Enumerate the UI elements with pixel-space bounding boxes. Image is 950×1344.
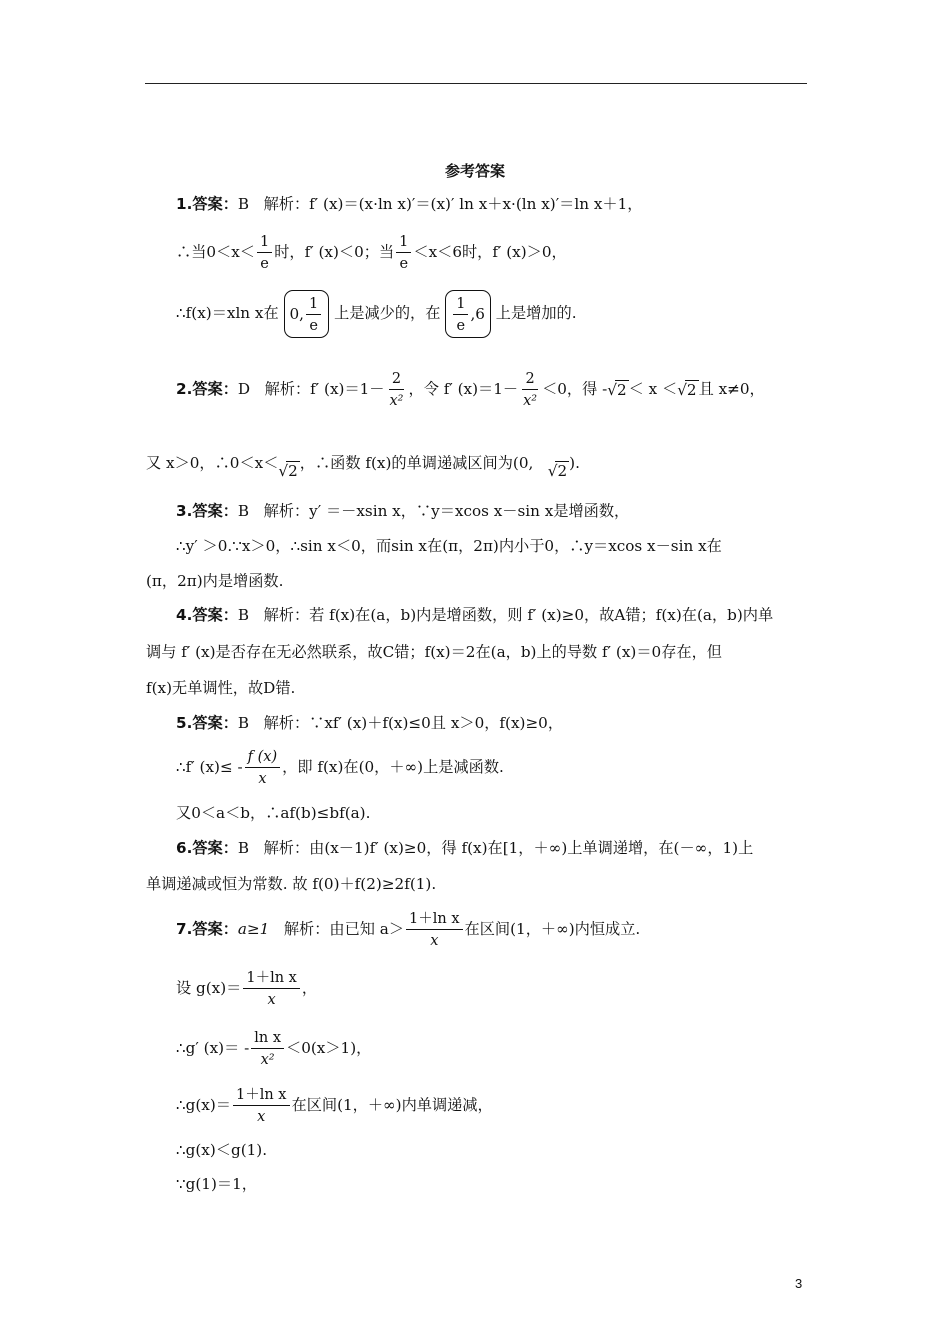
q4-line-1 <box>176 605 773 625</box>
fraction-denominator: e <box>260 256 269 272</box>
fraction-numerator: 2 <box>522 370 537 390</box>
fraction <box>520 370 540 410</box>
fraction-numerator: 1＋ln x <box>233 1086 290 1106</box>
fraction-numerator: 1＋ln x <box>406 910 463 930</box>
q5-line-2 <box>176 744 504 790</box>
sqrt-radicand: 2 <box>557 462 568 480</box>
sqrt-radicand: 2 <box>686 381 697 399</box>
q5-answer: B <box>237 714 250 732</box>
q7-line-3 <box>176 1025 371 1071</box>
sqrt: √2 <box>607 381 627 399</box>
q3-text: 解析：y′ ＝－xsin x，∵y＝xcos x－sin x是增函数， <box>263 502 630 520</box>
q2-text: 且 x≠0， <box>698 380 765 398</box>
q7-text: ∴g′ (x)＝ - <box>176 1039 250 1057</box>
q1-line-2 <box>176 230 567 274</box>
fraction-denominator: x <box>267 992 276 1008</box>
q7-label: 7.答案： <box>176 920 238 938</box>
q2-label: 2.答案： <box>176 380 238 398</box>
q7-line-1 <box>176 906 640 952</box>
q2-text: ＜ x ＜ <box>628 380 678 398</box>
q4-text: 解析：若 f(x)在(a，b)内是增函数，则 f′ (x)≥0，故A错；f(x)在(a，b)内单 <box>263 606 774 624</box>
q7-text: 在区间(1，＋∞)内单调递减， <box>291 1096 493 1114</box>
interval-text: ,6 <box>470 305 485 323</box>
q4-label: 4.答案： <box>176 606 238 624</box>
interval-text: 0, <box>289 305 304 323</box>
fraction-denominator: x² <box>389 393 404 409</box>
q3-answer: B <box>237 502 250 520</box>
q1-text: 上是减少的，在 <box>334 304 441 322</box>
q7-text: ， <box>301 979 318 997</box>
q1-line-1 <box>176 194 642 214</box>
q2-text: 又 x＞0，∴0＜x＜ <box>146 454 279 472</box>
q2-line-2 <box>146 440 580 488</box>
q5-label: 5.答案： <box>176 714 238 732</box>
q4-answer: B <box>237 606 250 624</box>
fraction-numerator: f (x) <box>245 748 280 768</box>
q2-text: 解析：f′ (x)＝1－ <box>264 380 385 398</box>
sqrt: √2 <box>677 381 697 399</box>
q4-line-3: f(x)无单调性，故D错. <box>146 679 296 697</box>
fraction <box>251 1029 284 1069</box>
q2-text: ). <box>569 454 580 472</box>
q1-line-3 <box>176 290 577 338</box>
fraction <box>387 370 407 410</box>
fraction-numerator: 1＋ln x <box>243 969 300 989</box>
fraction <box>396 233 411 273</box>
q5-text: ∴f′ (x)≤ - <box>176 758 243 776</box>
fraction-numerator: ln x <box>251 1029 284 1049</box>
q2-line-1 <box>176 366 765 413</box>
q7-line-6: ∵g(1)＝1， <box>176 1175 257 1193</box>
q1-analysis: 解析：f′ (x)＝(x·ln x)′＝(x)′ ln x＋x·(ln x)′＝ln x＋1， <box>263 195 643 213</box>
fraction-denominator: e <box>309 318 318 334</box>
q5-text: ，即 f(x)在(0，＋∞)上是减函数. <box>282 758 504 776</box>
fraction <box>233 1086 290 1126</box>
q3-label: 3.答案： <box>176 502 238 520</box>
fraction-denominator: x <box>430 933 439 949</box>
q7-text: ＜0(x＞1)， <box>286 1039 372 1057</box>
q7-line-4 <box>176 1082 493 1128</box>
header-rule <box>145 83 807 84</box>
q1-answer: B <box>237 195 250 213</box>
q6-label: 6.答案： <box>176 839 238 857</box>
fraction-numerator: 1 <box>453 295 468 315</box>
fraction-denominator: x² <box>523 393 538 409</box>
fraction-denominator: e <box>399 256 409 272</box>
q6-line-1 <box>176 838 753 858</box>
fraction-numerator: 1 <box>257 233 272 253</box>
fraction-numerator: 1 <box>396 233 411 253</box>
q1-text: ∴f(x)＝xln x在 <box>176 304 279 322</box>
fraction <box>406 910 463 950</box>
sqrt-radicand: 2 <box>616 381 627 399</box>
q3-line-1 <box>176 501 629 521</box>
fraction-denominator: x <box>257 1109 266 1125</box>
q3-line-3: (π，2π)内是增函数. <box>146 572 284 590</box>
q7-text: 在区间(1，＋∞)内恒成立. <box>464 920 641 938</box>
section-title: 参考答案 <box>444 162 505 180</box>
q7-line-5: ∴g(x)＜g(1). <box>176 1141 268 1159</box>
q7-text: ∴g(x)＝ <box>176 1096 231 1114</box>
q2-text: ，∴函数 f(x)的单调递减区间为(0, <box>299 454 534 472</box>
interval-bracket <box>284 290 330 338</box>
q7-line-2 <box>176 965 317 1011</box>
fraction <box>245 748 280 788</box>
q1-text: 上是增加的. <box>495 304 577 322</box>
q1-label: 1.答案： <box>176 195 238 213</box>
q6-text: 解析：由(x－1)f′ (x)≥0，得 f(x)在[1，＋∞)上单调递增，在(－∞，1)上 <box>263 839 754 857</box>
q3-line-2: ∴y′ ＞0.∵x＞0，∴sin x＜0，而sin x在(π，2π)内小于0，∴y＝xcos x－sin x在 <box>176 537 722 555</box>
q2-answer: D <box>237 380 251 398</box>
q5-line-3: 又0＜a＜b，∴af(b)≤bf(a). <box>176 804 371 822</box>
q5-line-1 <box>176 713 563 733</box>
q7-answer: a≥1 <box>237 920 270 938</box>
q4-line-2: 调与 f′ (x)是否存在无必然联系，故C错；f(x)＝2在(a，b)上的导数 f′ (x)＝0存在，但 <box>146 643 722 661</box>
q1-text: ＜x＜6时，f′ (x)＞0， <box>413 243 567 261</box>
fraction <box>306 295 321 335</box>
q1-text: 时，f′ (x)＜0；当 <box>274 243 395 261</box>
q2-text: ＜0，得 - <box>542 380 608 398</box>
q7-text: 设 g(x)＝ <box>176 979 242 997</box>
fraction <box>257 233 272 273</box>
fraction-numerator: 2 <box>389 370 404 390</box>
sqrt: √2 <box>547 462 568 480</box>
sqrt-radicand: 2 <box>288 462 298 480</box>
fraction <box>243 969 300 1009</box>
fraction-denominator: x² <box>260 1052 275 1068</box>
q6-line-2: 单调递减或恒为常数. 故 f(0)＋f(2)≥2f(1). <box>146 875 437 893</box>
q2-text: ，令 f′ (x)＝1－ <box>408 380 519 398</box>
fraction-denominator: x <box>258 771 267 787</box>
q7-text: 解析：由已知 a＞ <box>283 920 405 938</box>
page-number: 3 <box>795 1276 803 1291</box>
q5-text: 解析：∵xf′ (x)＋f(x)≤0且 x＞0，f(x)≥0， <box>263 714 564 732</box>
fraction-denominator: e <box>456 318 466 334</box>
interval-bracket <box>445 290 491 338</box>
q1-text: ∴当0＜x＜ <box>176 243 255 261</box>
sqrt: √2 <box>278 462 298 480</box>
q6-answer: B <box>237 839 250 857</box>
fraction-numerator: 1 <box>306 295 321 315</box>
fraction <box>453 295 468 335</box>
